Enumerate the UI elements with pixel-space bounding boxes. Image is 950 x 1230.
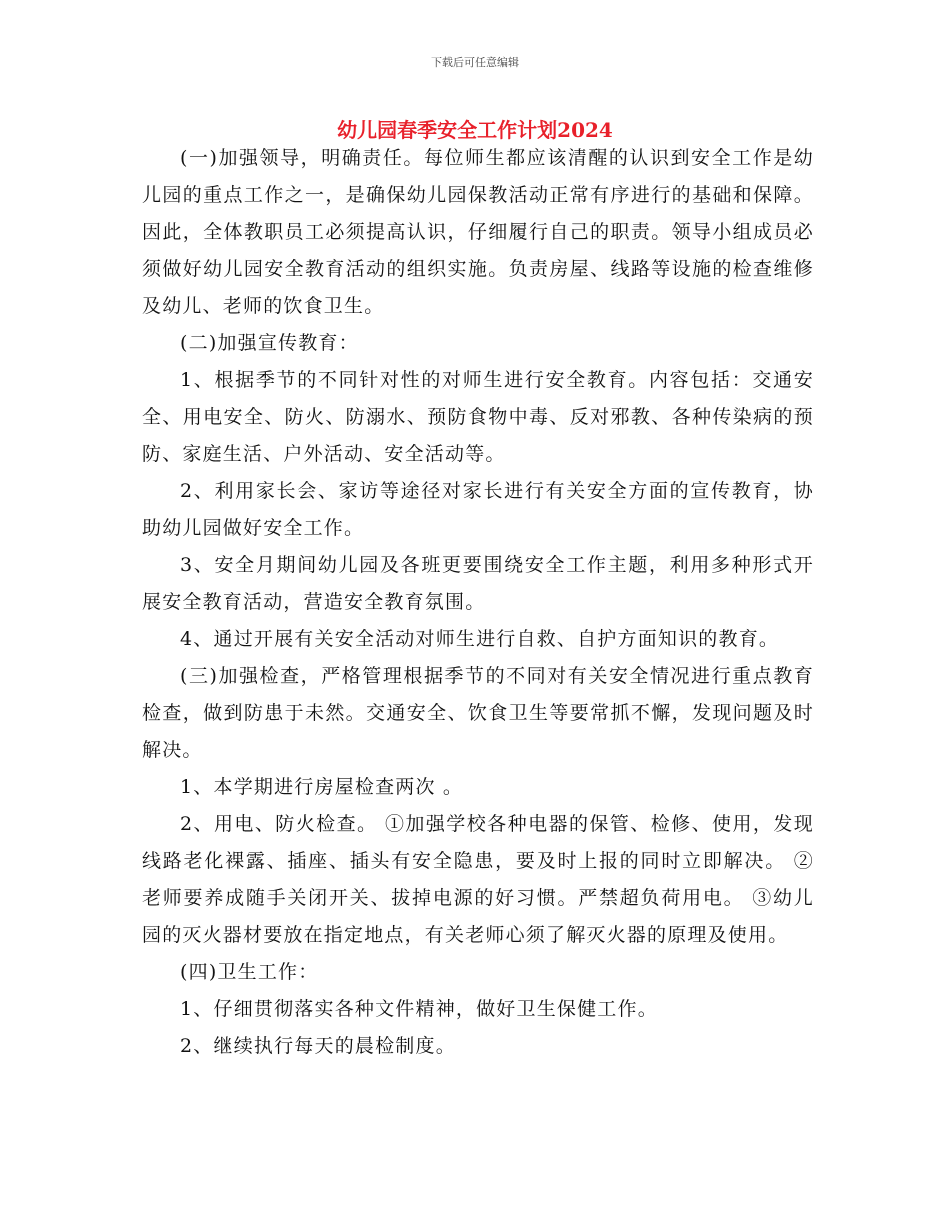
header-note: 下载后可任意编辑 [431, 56, 519, 69]
paragraph-4: 2、利用家长会、家访等途径对家长进行有关安全方面的宣传教育，协助幼儿园做好安全工作。 [142, 480, 814, 539]
paragraph-9: 2、用电、防火检查。 ①加强学校各种电器的保管、检修、使用，发现线路老化裸露、插座、插头有安全隐患，要及时上报的同时立即解决。 ②老师要养成随手关闭开关、拔掉电源的好习惯。严禁超负荷用电。 ③幼儿园的灭火器材要放在指定地点，有关老师心须了解灭火器的原理及使用。 [142, 813, 814, 946]
paragraph-10: (四)卫生工作： [180, 961, 319, 983]
paragraph-1: (一)加强领导，明确责任。每位师生都应该清醒的认识到安全工作是幼儿园的重点工作之一，是确保幼儿园保教活动正常有序进行的基础和保障。因此，全体教职员工必须提高认识，仔细履行自己的职责。领导小组成员必须做好幼儿园安全教育活动的组织实施。负责房屋、线路等设施的检查维修及幼儿、老师的饮食卫生。 [142, 147, 814, 317]
paragraph-6: 4、通过开展有关安全活动对师生进行自救、自护方面知识的教育。 [180, 628, 780, 650]
paragraph-11: 1、仔细贯彻落实各种文件精神，做好卫生保健工作。 [180, 998, 658, 1020]
paragraph-5: 3、安全月期间幼儿园及各班更要围绕安全工作主题，利用多种形式开展安全教育活动，营造安全教育氛围。 [142, 554, 814, 613]
document-body [142, 140, 814, 1065]
paragraph-2: (二)加强宣传教育： [180, 332, 359, 354]
paragraph-8: 1、本学期进行房屋检查两次 。 [180, 776, 464, 798]
paragraph-7: (三)加强检查，严格管理根据季节的不同对有关安全情况进行重点教育检查，做到防患于未然。交通安全、饮食卫生等要常抓不懈，发现问题及时解决。 [142, 665, 814, 761]
paragraph-12: 2、继续执行每天的晨检制度。 [180, 1035, 456, 1057]
paragraph-3: 1、根据季节的不同针对性的对师生进行安全教育。内容包括：交通安全、用电安全、防火、防溺水、预防食物中毒、反对邪教、各种传染病的预防、家庭生活、户外活动、安全活动等。 [142, 369, 814, 465]
document-title: 幼儿园春季安全工作计划2024 [337, 118, 613, 142]
